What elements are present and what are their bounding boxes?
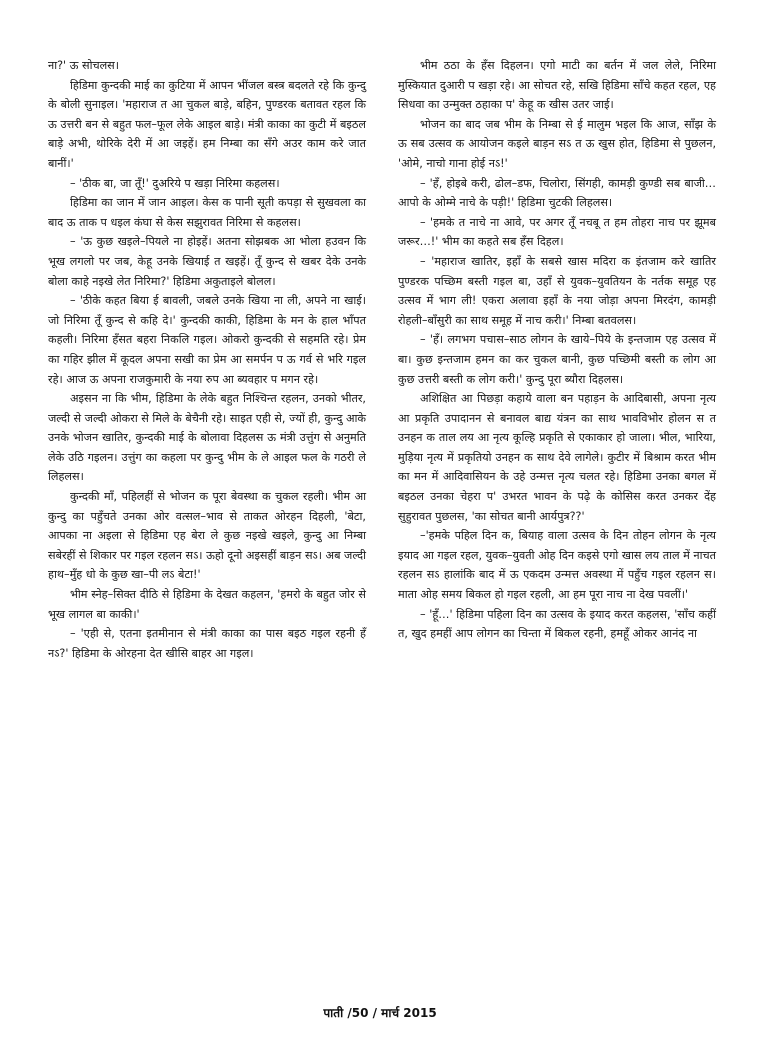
paragraph: – 'ऊ कुछ खइले–पियले ना होइहें। अतना सोझबक आ भोला हउवन कि भूख लगलो पर जब, केहू उनके खियाई त खइहें। तूँ कुन्द से खबर देके उनके बोला काहे नइखे लेत निरिमा?' हिडिमा अकुताइले बोलल।: [48, 235, 366, 288]
paragraph: भोजन का बाद जब भीम के निम्बा से ई मालुम भइल कि आज, साँझ के ऊ सब उत्सव क आयोजन कइले बाड़न सऽ त ऊ खुस होत, हिडिमा से पुछलन, 'ओमे, नाचो गाना होई नऽ!': [398, 117, 716, 170]
right-column: [398, 56, 716, 644]
paragraph: – 'हँ, होइबे करी, ढोल–डफ, चिलोरा, सिंगही, कामड़ी कुण्डी सब बाजी… आपो के ओम्मे नाचे के पड़ी!' हिडिमा चुटकी लिहलस।: [398, 176, 716, 210]
paragraph: – 'ठीके कहत बिया ई बावली, जबले उनके खिया ना ली, अपने ना खाई। जो निरिमा तूँ कुन्द से कहि दे।' कुन्दकी काकी, हिडिमा के मन के हाल भाँपत कहली। निरिमा हँसत बहरा निकलि गइल। ओकरो कुन्दकी से सहमति रहे। प्रेम का गहिर झील में कूदल अपना सखी का प्रेम आ समर्पन प ऊ गर्व से भरि गइल रहे। आज ऊ अपना राजकुमारी के नया रुप आ ब्यवहार प मगन रहे।: [48, 294, 366, 386]
paragraph: भीम ठठा के हँस दिहलन। एगो माटी का बर्तन में जल लेले, निरिमा मुस्कियात दुआरी प खड़ा रहे। आ सोचत रहे, सखि हिडिमा साँचे कहत रहल, एह सिधवा का उन्मुक्त ठहाका प' केहू क खीस उतर जाई।: [398, 59, 716, 112]
paragraph: – 'एही से, एतना इतमीनान से मंत्री काका का पास बइठ गइल रहनी हँ नऽ?' हिडिमा के ओरहना देत खीसि बाहर आ गइल।: [48, 627, 366, 660]
paragraph: कुन्दकी माँ, पहिलहीं से भोजन क पूरा बेवस्था क चुकल रहली। भीम आ कुन्दु का पहुँचते उनका ओर वत्सल–भाव से ताकत ओरहन दिहली, 'बेटा, आपका ना अइला से हिडिमा एह बेरा ले कुछ नइखे खइले, कुन्दु आ निम्बा सबेरहीं से शिकार पर गइल रहलन सऽ। ऊहो दूनो अइसहीं बाड़न सऽ। अब जल्दी हाथ–मुँह धो के कुछ खा–पी लऽ बेटा!': [48, 490, 366, 582]
paragraph: – 'ठीक बा, जा तूँ!' दुअरिये प खड़ा निरिमा कहलस।: [70, 176, 280, 190]
paragraph: – 'हँ। लगभग पचास–साठ लोगन के खाये–पिये के इन्तजाम एह उत्सव में बा। कुछ इन्तजाम हमन का कर चुकल बानी, कुछ पच्छिमी बस्ती क लोग आ कुछ उत्तरी बस्ती क लोग करी।' कुन्दु पूरा ब्यौरा दिहलस।: [398, 333, 716, 386]
paragraph: ना?' ऊ सोचलस।: [48, 59, 119, 72]
paragraph: अइसन ना कि भीम, हिडिमा के लेके बहुत निश्चिन्त रहलन, उनको भीतर, जल्दी से जल्दी ओकरा से मिले के बेचैनी रहे। साइत एही से, ज्यों ही, कुन्दु आके उनके भोजन खातिर, कुन्दकी माई के बोलावा दिहलस ऊ मंत्री उत्तुंग से अनुमति लेके उठि गइलन। उत्तुंग का कहला पर कुन्दु भीम के ले आइल फल के गठरी ले लिहलस।: [48, 392, 366, 484]
paragraph: हिडिमा का जान में जान आइल। केस क पानी सूती कपड़ा से सुखवला का बाद ऊ ताक प धइल कंघा से केस सझुरावत निरिमा से कहलस।: [48, 196, 366, 229]
paragraph: अशिक्षित आ पिछड़ा कहाये वाला बन पहाड़न के आदिबासी, अपना नृत्य आ प्रकृति उपादानन से बनावल बाद्य यंत्रन का साथ भावविभोर होलन स त उनहन क ताल लय आ नृत्य कूल्हि प्रकृति से एकाकार हो जाला। भील, भारिया, मुड़िया नृत्य में प्रकृतियो उनहन क साथ देवे लागेले। कुटीर में बिश्राम करत भीम का मन में आदिवासियन के उहे उन्मत्त नृत्य चलत रहे। हिडिमा उनका बगल में बइठल उनका चेहरा प' उभरत भावन के पढ़े के कोसिस करत उनकर देंह सुहुरावत पुछलस, 'का सोचत बानी आर्यपुत्र??': [398, 392, 716, 523]
paragraph: – 'हूँ…' हिडिमा पहिला दिन का उत्सव के इयाद करत कहलस, 'साँच कहीं त, खुद हमहीं आप लोगन का चिन्ता में बिकल रहनी, हमहूँ ओकर आनंद ना: [398, 607, 716, 641]
paragraph: –'हमके पहिल दिन क, बियाह वाला उत्सव के दिन तोहन लोगन के नृत्य इयाद आ गइल रहल, युवक–युवती ओह दिन कइसे एगो खास लय ताल में नाचत रहलन सऽ हालांकि बाद में ऊ एकदम उन्मत्त अवस्था में पहुँच गइल रहलन स। माता ओह समय बिकल हो गइल रहली, आ हम पूरा नाच ना देख पवलीं।': [398, 529, 716, 602]
paragraph: भीम स्नेह–सिक्त दीठि से हिडिमा के देखत कहलन, 'हमरो के बहुत जोर से भूख लागल बा काकी।': [48, 588, 366, 621]
page-footer: पाती /50 / मार्च 2015: [323, 1006, 437, 1020]
page-body: [48, 56, 716, 986]
left-column: [48, 56, 366, 663]
paragraph: – 'महाराज खातिर, इहाँ के सबसे खास मदिरा क इंतजाम करे खातिर पुण्डरक पच्छिम बस्ती गइल बा, उहाँ से युवक–युवतियन के नर्तक समूह एह उत्सव में भाग ली! एकरा अलावा इहाँ के नया जोड़ा अपना मिरदंग, कामड़ी रोहली–बाँसुरी का साथ समूह में नाच करी।' निम्बा बतवलस।: [398, 254, 716, 327]
paragraph: – 'हमके त नाचे ना आवे, पर अगर तूँ नचबू त हम तोहरा नाच पर झूमब जरूर…!' भीम का कहते सब हँस दिहल।: [398, 215, 716, 249]
paragraph: हिडिमा कुन्दकी माई का कुटिया में आपन भींजल बस्त्र बदलते रहे कि कुन्दु के बोली सुनाइल। 'महाराज त आ चुकल बाड़े, बहिन, पुण्डरक बतावत रहल कि ऊ उत्तरी बन से बहुत फल–फूल लेके आइल बाड़े। मंत्री काका का कुटी में बइठल बाड़े अभी, थोरिके देरी में आ जइहें। हम निम्बा का सँगे अउर काम करे जात बानीं।': [48, 78, 366, 170]
